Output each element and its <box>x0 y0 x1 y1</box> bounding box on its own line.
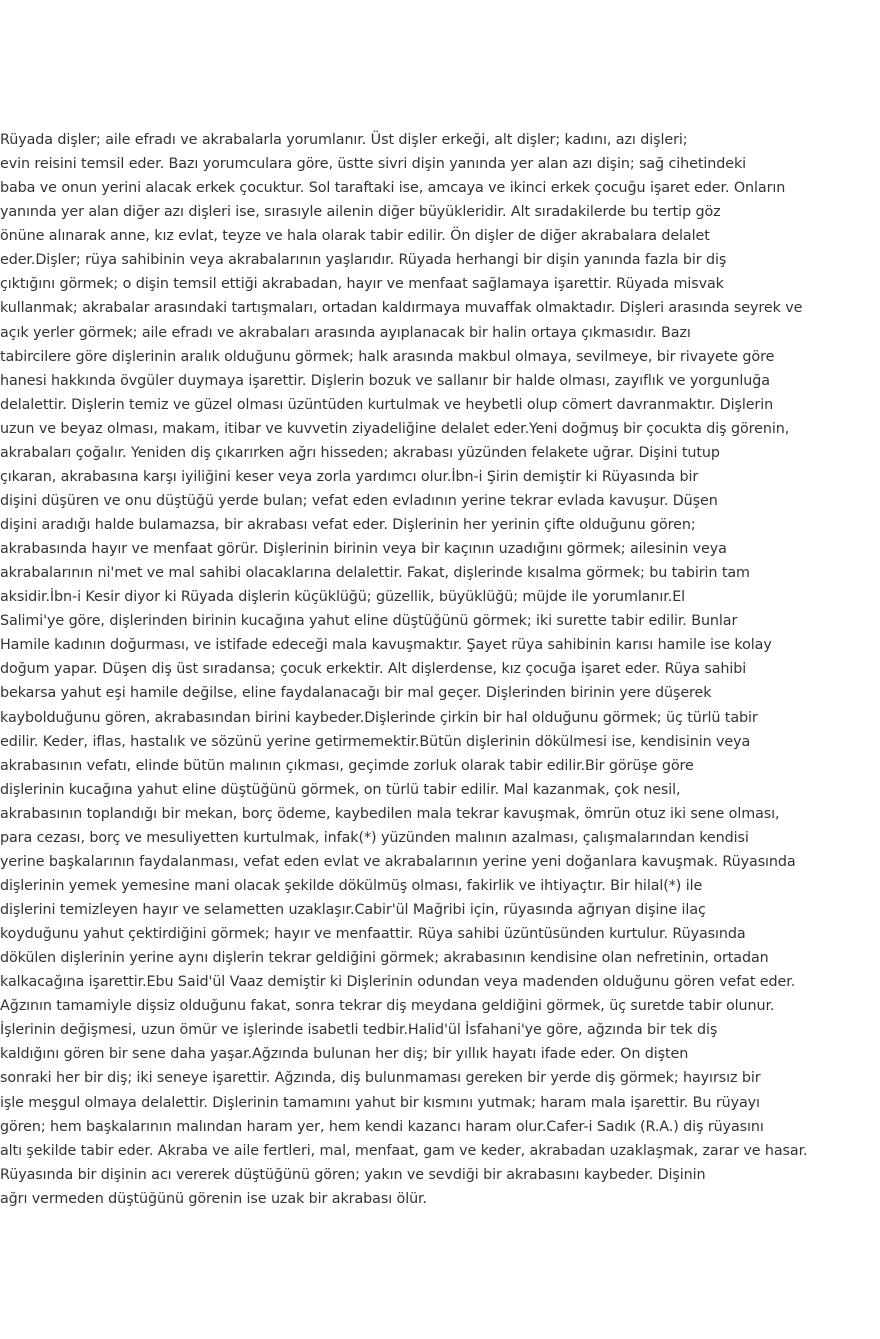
text-line: Salimi'ye göre, dişlerinden birinin kucağına yahut eline düştüğünü görmek; iki surette tabir edilir. Bunlar <box>0 613 738 630</box>
text-line: akrabalarının ni'met ve mal sahibi olacaklarına delalettir. Fakat, dişlerinde kısalma görmek; bu tabirin tam <box>0 565 750 582</box>
text-line: işle meşgul olmaya delalettir. Dişlerinin tamamını yahut bir kısmını yutmak; haram mala işarettir. Bu rüyayı <box>0 1094 760 1111</box>
text-line: İşlerinin değişmesi, uzun ömür ve işlerinde isabetli tedbir.Halid'ül İsfahani'ye göre, ağzında bir tek diş <box>0 1022 718 1039</box>
text-line: önüne alınarak anne, kız evlat, teyze ve hala olarak tabir edilir. Ön dişler de diğer akrabalara delalet <box>0 228 710 245</box>
text-line: eder.Dişler; rüya sahibinin veya akrabalarının yaşlarıdır. Rüyada herhangi bir dişin yanında fazla bir diş <box>0 252 727 269</box>
text-line: tabircilere göre dişlerinin aralık olduğunu görmek; halk arasında makbul olmaya, sevilmeye, bir rivayete göre <box>0 348 775 365</box>
text-line: çıkaran, akrabasına karşı iyiliğini keser veya zorla yardımcı olur.İbn-i Şirin demiştir ki Rüyasında bir <box>0 468 699 485</box>
text-line: açık yerler görmek; aile efradı ve akrabaları arasında ayıplanacak bir halin ortaya çıkmasıdır. Bazı <box>0 324 691 341</box>
text-line: akrabasının vefatı, elinde bütün malının çıkması, geçimde zorluk olarak tabir edilir.Bir görüşe göre <box>0 757 694 774</box>
text-line: Rüyasında bir dişinin acı vererek düştüğünü gören; yakın ve sevdiği bir akrabasını kaybeder. Dişinin <box>0 1166 706 1183</box>
text-line: akrabasında hayır ve menfaat görür. Dişlerinin birinin veya bir kaçının uzadığını görmek; ailesinin veya <box>0 541 727 558</box>
text-line: baba ve onun yerini alacak erkek çocuktur. Sol taraftaki ise, amcaya ve ikinci erkek çocuğu işaret eder. Onların <box>0 180 786 197</box>
text-line: ağrı vermeden düştüğünü görenin ise uzak bir akrabası ölür. <box>0 1190 427 1207</box>
text-line: para cezası, borç ve mesuliyetten kurtulmak, infak(*) yüzünden malının azalması, çalışmalarından kendisi <box>0 829 749 846</box>
text-line: sonraki her bir diş; iki seneye işarettir. Ağzında, diş bulunmaması gereken bir yerde diş görmek; hayırsız bir <box>0 1070 761 1087</box>
text-line: dişini düşüren ve onu düştüğü yerde bulan; vefat eden evladının yerine tekrar evlada kavuşur. Düşen <box>0 492 718 509</box>
text-line: kullanmak; akrabalar arasındaki tartışmaları, ortadan kaldırmaya muvaffak olmaktadır. Dişleri arasında seyrek ve <box>0 300 803 317</box>
text-line: koyduğunu yahut çektirdiğini görmek; hayır ve menfaattir. Rüya sahibi üzüntüsünden kurtulur. Rüyasında <box>0 926 746 943</box>
text-line: delalettir. Dişlerin temiz ve güzel olması üzüntüden kurtulmak ve heybetli olup cömert davranmaktır. Dişlerin <box>0 396 774 413</box>
text-line: edilir. Keder, iflas, hastalık ve sözünü yerine getirmemektir.Bütün dişlerinin dökülmesi ise, kendisinin veya <box>0 733 751 750</box>
text-line: kaybolduğunu gören, akrabasından birini kaybeder.Dişlerinde çirkin bir hal olduğunu görmek; üç türlü tabir <box>0 709 758 726</box>
text-line: aksidir.İbn-i Kesir diyor ki Rüyada dişlerin küçüklüğü; güzellik, büyüklüğü; müjde ile yorumlanır.El <box>0 589 686 606</box>
article-body <box>0 128 880 1211</box>
text-line: dişini aradığı halde bulamazsa, bir akrabası vefat eder. Dişlerinin her yerinin çifte olduğunu gören; <box>0 517 696 533</box>
text-line: kaldığını gören bir sene daha yaşar.Ağzında bulunan her diş; bir yıllık hayatı ifade eder. On dişten <box>0 1046 689 1063</box>
text-line: doğum yapar. Düşen diş üst sıradansa; çocuk erkektir. Alt dişlerdense, kız çocuğa işaret eder. Rüya sahibi <box>0 661 747 678</box>
text-line: hanesi hakkında övgüler duymaya işarettir. Dişlerin bozuk ve sallanır bir halde olması, zayıflık ve yorgunluğa <box>0 372 770 389</box>
text-line: uzun ve beyaz olması, makam, itibar ve kuvvetin ziyadeliğine delalet eder.Yeni doğmuş bir çocukta diş görenin, <box>0 420 790 437</box>
text-line: çıktığını görmek; o dişin temsil ettiği akrabadan, hayır ve menfaat sağlamaya işarettir. Rüyada misvak <box>0 276 724 293</box>
text-line: dökülen dişlerinin yerine aynı dişlerin tekrar geldiğini görmek; akrabasının kendisine olan nefretinin, ortadan <box>0 950 769 967</box>
text-line: bekarsa yahut eşi hamile değilse, eline faydalanacağı bir mal geçer. Dişlerinden birinin yere düşerek <box>0 685 712 702</box>
text-line: Hamile kadının doğurması, ve istifade edeceği mala kavuşmaktır. Şayet rüya sahibinin karısı hamile ise kolay <box>0 637 772 654</box>
text-line: dişlerinin kucağına yahut eline düştüğünü görmek, on türlü tabir edilir. Mal kazanmak, çok nesil, <box>0 781 681 798</box>
text-line: dişlerini temizleyen hayır ve selametten uzaklaşır.Cabir'ül Mağribi için, rüyasında ağrıyan dişine ilaç <box>0 902 706 918</box>
text-line: akrabaları çoğalır. Yeniden diş çıkarırken ağrı hisseden; akrabası yüzünden felakete uğrar. Dişini tutup <box>0 444 720 461</box>
text-line: gören; hem başkalarının malından haram yer, hem kendi kazancı haram olur.Cafer-i Sadık (R.A.) diş rüyasını <box>0 1118 764 1135</box>
text-line: yerine başkalarının faydalanması, vefat eden evlat ve akrabalarının yerine yeni doğanlara kavuşmak. Rüyasında <box>0 853 796 870</box>
text-line: Rüyada dişler; aile efradı ve akrabalarla yorumlanır. Üst dişler erkeği, alt dişler; kadını, azı dişleri; <box>0 132 688 148</box>
text-line: Ağzının tamamiyle dişsiz olduğunu fakat, sonra tekrar diş meydana geldiğini görmek, üç suretde tabir olunur. <box>0 998 775 1015</box>
text-line: yanında yer alan diğer azı dişleri ise, sırasıyle ailenin diğer büyükleridir. Alt sıradakilerde bu tertip göz <box>0 204 721 221</box>
text-line: altı şekilde tabir eder. Akraba ve aile fertleri, mal, menfaat, gam ve keder, akrabadan uzaklaşmak, zarar ve hasar. <box>0 1142 808 1159</box>
text-line: dişlerinin yemek yemesine mani olacak şekilde dökülmüş olması, fakirlik ve ihtiyaçtır. Bir hilal(*) ile <box>0 877 703 894</box>
text-line: akrabasının toplandığı bir mekan, borç ödeme, kaybedilen mala tekrar kavuşmak, ömrün otuz iki sene olması, <box>0 805 780 822</box>
text-line: evin reisini temsil eder. Bazı yorumculara göre, üstte sivri dişin yanında yer alan azı dişin; sağ cihetindeki <box>0 156 747 173</box>
text-line: kalkacağına işarettir.Ebu Said'ül Vaaz demiştir ki Dişlerinin odundan veya madenden olduğunu gören vefat eder. <box>0 974 796 991</box>
